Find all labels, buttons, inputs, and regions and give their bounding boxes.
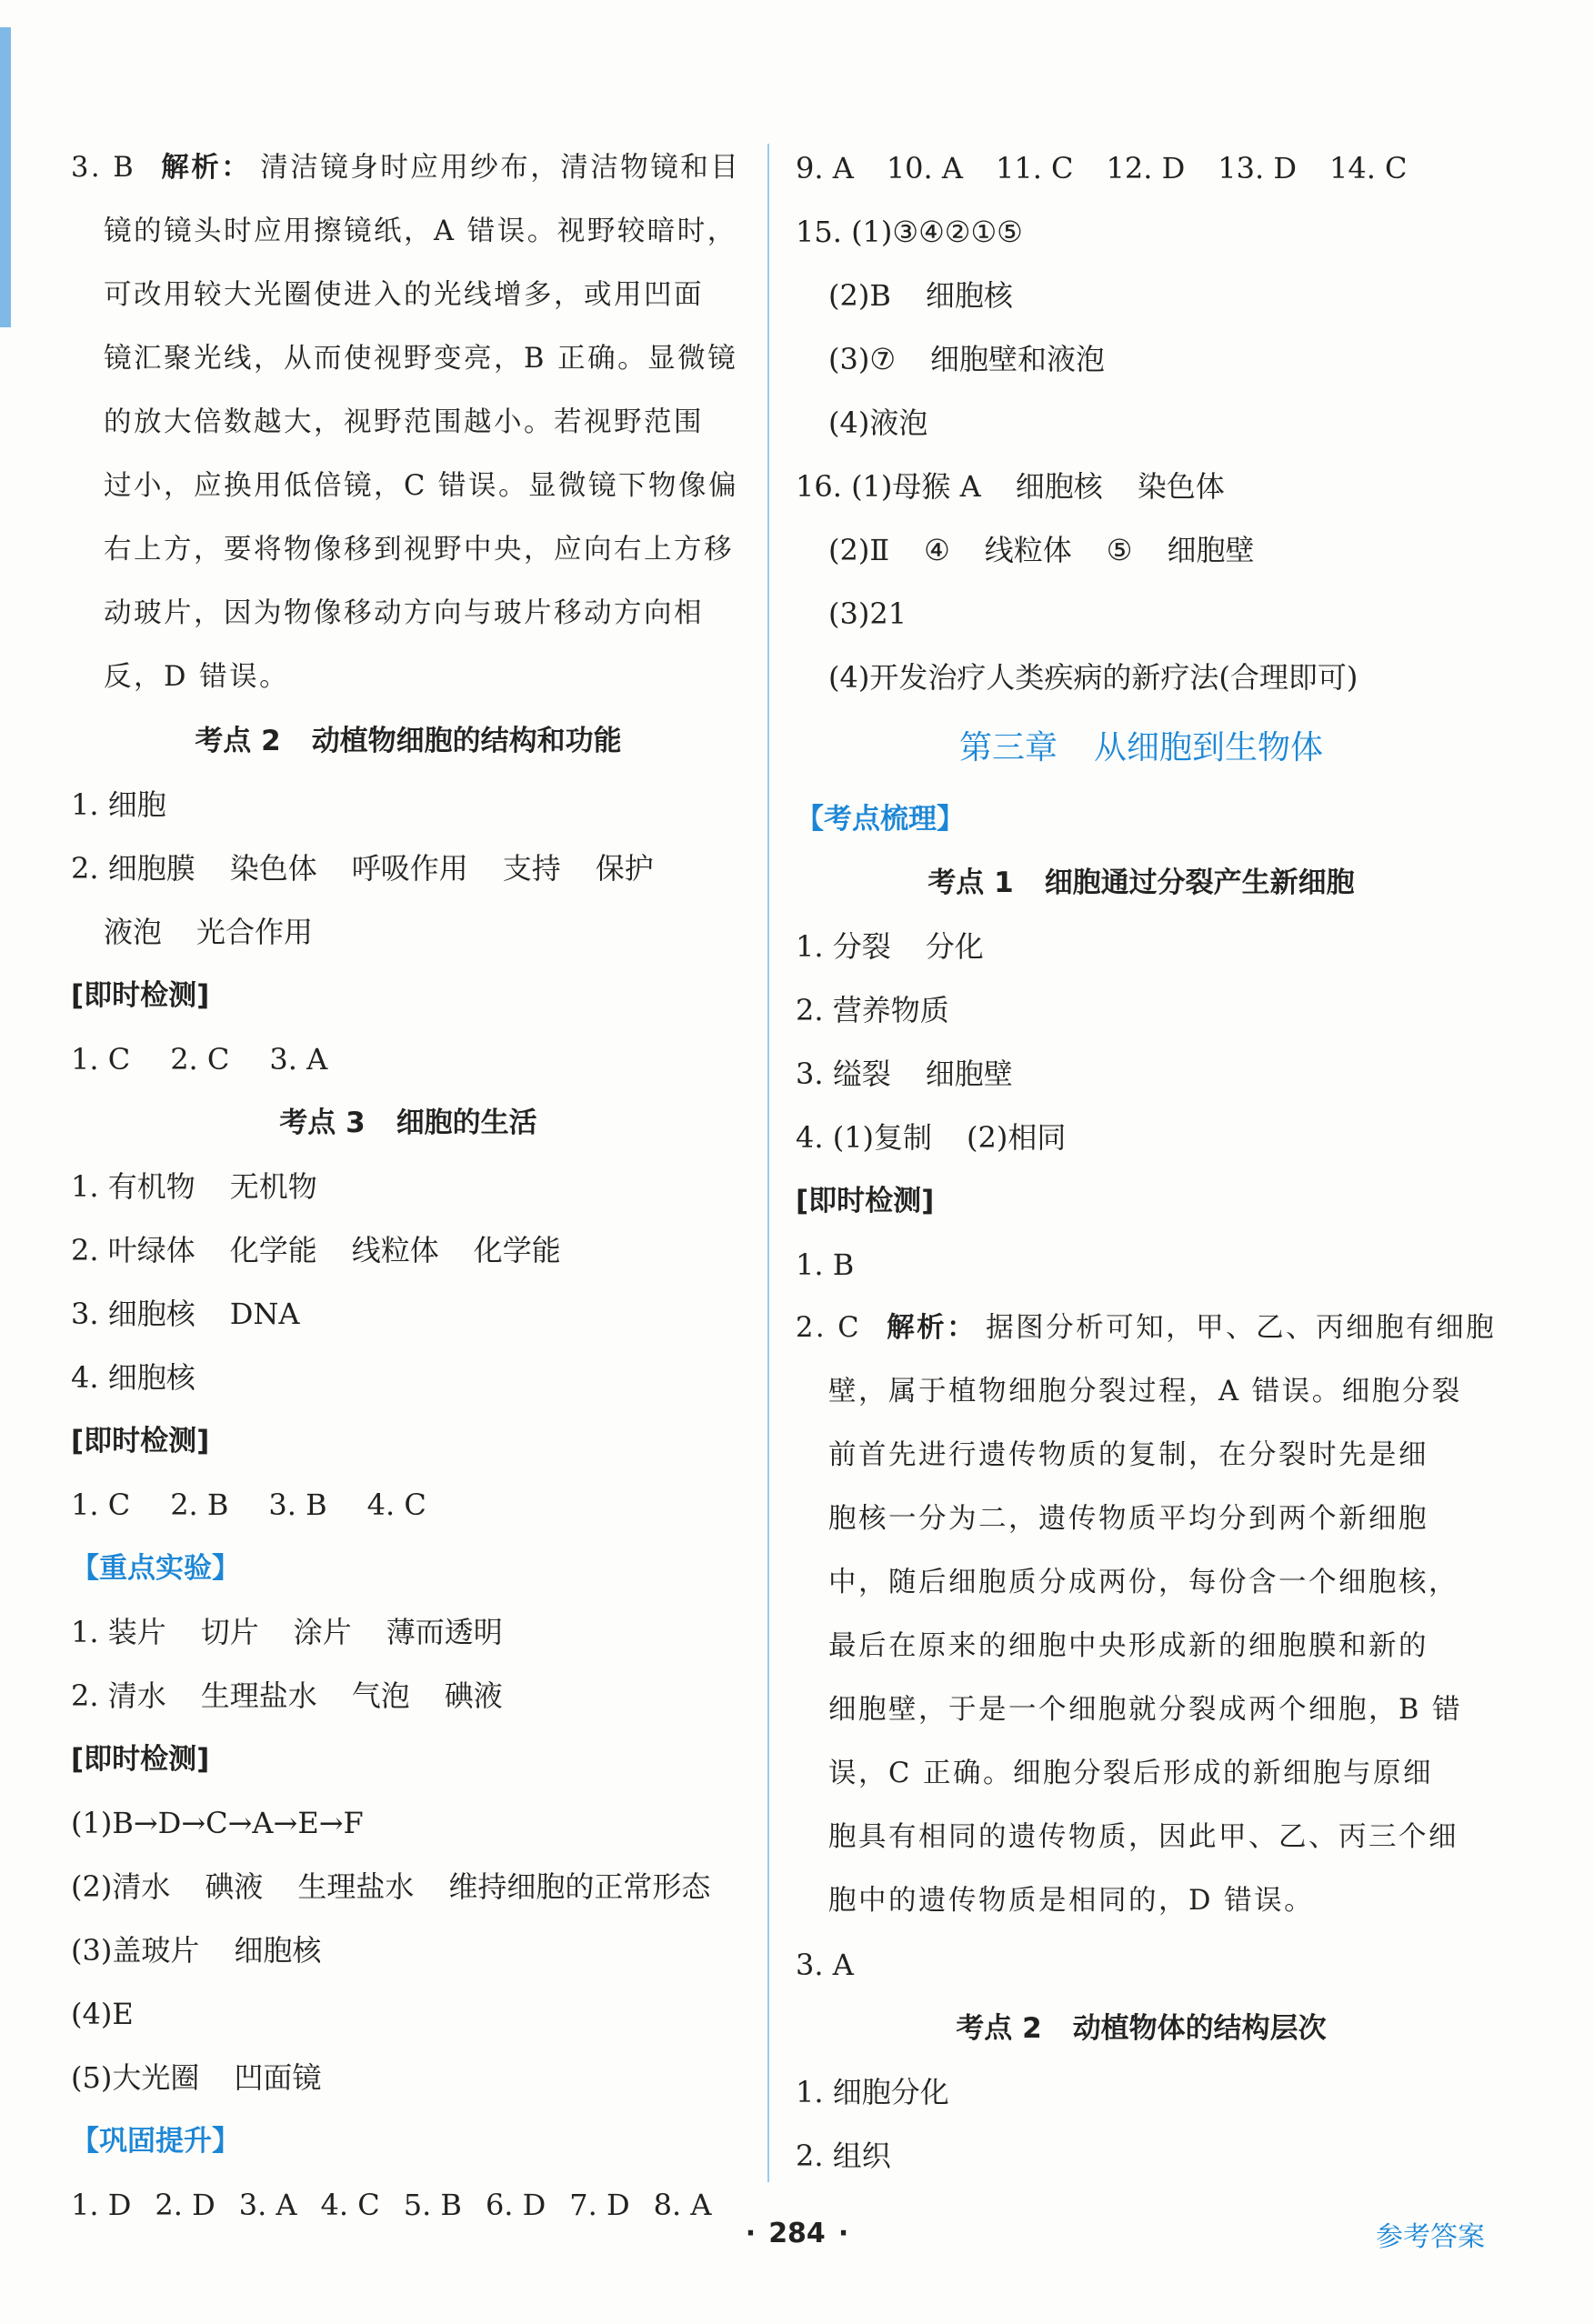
- explanation-text: 清洁镜身时应用纱布，清洁物镜和目: [260, 152, 741, 184]
- right-column: [796, 136, 1497, 2188]
- consolidate-heading: 【巩固提升】: [71, 2125, 240, 2158]
- explanation-title: 解析：: [887, 1312, 977, 1344]
- footer-reference-label: 参考答案: [1376, 2221, 1485, 2253]
- section-heading-kaodian-2-right: 考点 2 动植物体的结构层次: [956, 2012, 1327, 2045]
- list-item: 3. 细胞核 DNA: [71, 1297, 300, 1331]
- list-item: 2. 叶绿体 化学能 线粒体 化学能: [71, 1233, 561, 1267]
- list-item: (2)Ⅱ ④ 线粒体 ⑤ 细胞壁: [828, 533, 1255, 567]
- list-item: 2. 营养物质: [796, 993, 949, 1027]
- answer-row: 3. A: [796, 1948, 854, 1982]
- list-item: (5)大光圈 凹面镜: [71, 2060, 322, 2095]
- list-item: 3. 缢裂 细胞壁: [796, 1057, 1013, 1091]
- explanation-line: 反，D 错误。: [104, 661, 290, 693]
- explanation-line: 胞中的遗传物质是相同的，D 错误。: [828, 1885, 1315, 1917]
- list-item: 16. (1)母猴 A 细胞核 染色体: [796, 469, 1225, 504]
- section-heading-kaodian-3: 考点 3 细胞的生活: [279, 1107, 537, 1139]
- explanation-line: 中，随后细胞质分成两份，每份含一个细胞核，: [828, 1567, 1459, 1598]
- page-number: · 284 ·: [745, 2218, 849, 2249]
- page-edge-tab: [0, 27, 11, 327]
- explanation-line: 的放大倍数越大，视野范围越小。若视野范围: [104, 406, 704, 438]
- explanation-line: 镜汇聚光线，从而使视野变亮，B 正确。显微镜: [104, 343, 738, 375]
- answer-row: 9. A 10. A 11. C 12. D 13. D 14. C: [796, 151, 1408, 185]
- explanation-line: 最后在原来的细胞中央形成新的细胞膜和新的: [828, 1630, 1429, 1662]
- explanation-line: 细胞壁，于是一个细胞就分裂成两个细胞，B 错: [828, 1694, 1463, 1726]
- column-divider: [767, 144, 769, 2182]
- check-heading: [即时检测]: [71, 979, 210, 1012]
- answer-row: 1. B: [796, 1247, 855, 1282]
- explanation-line: 壁，属于植物细胞分裂过程，A 错误。细胞分裂: [828, 1376, 1462, 1407]
- list-item: (3)盖玻片 细胞核: [71, 1933, 322, 1968]
- check-heading: [即时检测]: [71, 1425, 210, 1458]
- list-item: (2)B 细胞核: [828, 278, 1013, 313]
- explanation-line: 右上方，要将物像移到视野中央，应向右上方移: [104, 534, 734, 566]
- explanation-line: 胞核一分为二，遗传物质平均分到两个新细胞: [828, 1503, 1429, 1535]
- list-item: 2. 组织: [796, 2139, 891, 2173]
- section-heading-kaodian-1: 考点 1 细胞通过分裂产生新细胞: [927, 866, 1355, 899]
- chapter-heading: 第三章 从细胞到生物体: [958, 729, 1324, 766]
- list-item: (2)清水 碘液 生理盐水 维持细胞的正常形态: [71, 1869, 711, 1904]
- answer-row: 1. D 2. D 3. A 4. C 5. B 6. D 7. D 8. A: [71, 2188, 712, 2222]
- list-item: 4. 细胞核: [71, 1360, 195, 1395]
- list-item: 1. 分裂 分化: [796, 929, 984, 964]
- list-item: 2. 细胞膜 染色体 呼吸作用 支持 保护: [71, 851, 654, 886]
- list-item: (4)E: [71, 1997, 134, 2031]
- check-heading: [即时检测]: [71, 1743, 210, 1776]
- answer-3-explanation: [71, 136, 746, 200]
- explanation-line: 误，C 正确。细胞分裂后形成的新细胞与原细: [828, 1758, 1434, 1789]
- explanation-line: 可改用较大光圈使进入的光线增多，或用凹面: [104, 279, 704, 311]
- list-item: 1. 装片 切片 涂片 薄而透明: [71, 1615, 503, 1649]
- list-item: (1)B→D→C→A→E→F: [71, 1806, 364, 1840]
- explanation-line: 前首先进行遗传物质的复制，在分裂时先是细: [828, 1439, 1429, 1471]
- list-item: 1. 有机物 无机物: [71, 1169, 317, 1204]
- explanation-line: 过小，应换用低倍镜，C 错误。显微镜下物像偏: [104, 470, 739, 502]
- key-experiment-heading: 【重点实验】: [71, 1552, 240, 1585]
- answer-label: 2. C: [796, 1312, 862, 1344]
- answer-row: 1. C 2. B 3. B 4. C: [71, 1488, 426, 1522]
- explanation-line: 动玻片，因为物像移动方向与玻片移动方向相: [104, 597, 704, 629]
- list-item: 1. 细胞分化: [796, 2075, 949, 2109]
- answer-row: 1. C 2. C 3. A: [71, 1042, 328, 1077]
- list-item: (4)开发治疗人类疾病的新疗法(合理即可): [828, 660, 1358, 695]
- check-heading: [即时检测]: [796, 1185, 935, 1217]
- list-item: (3)⑦ 细胞壁和液泡: [828, 342, 1106, 376]
- section-heading-kaodian-2: 考点 2 动植物细胞的结构和功能: [195, 725, 622, 757]
- list-item: (3)21: [828, 596, 907, 631]
- list-item: 4. (1)复制 (2)相同: [796, 1120, 1067, 1155]
- answer-2-explanation: [796, 1297, 1497, 1360]
- list-item: 15. (1)③④②①⑤: [796, 215, 1023, 249]
- explanation-line: 胞具有相同的遗传物质，因此甲、乙、丙三个细: [828, 1821, 1459, 1853]
- explanation-line: 镜的镜头时应用擦镜纸，A 错误。视野较暗时，: [104, 215, 737, 247]
- explanation-title: 解析：: [161, 152, 252, 184]
- list-item: 2. 清水 生理盐水 气泡 碘液: [71, 1678, 503, 1713]
- explanation-text: 据图分析可知，甲、乙、丙细胞有细胞: [986, 1312, 1497, 1344]
- list-item: 液泡 光合作用: [104, 915, 314, 949]
- list-item: (4)液泡: [828, 406, 928, 440]
- answer-label: 3. B: [71, 152, 136, 184]
- left-column: [71, 136, 746, 2237]
- review-heading: 【考点梳理】: [796, 803, 965, 836]
- list-item: 1. 细胞: [71, 787, 166, 822]
